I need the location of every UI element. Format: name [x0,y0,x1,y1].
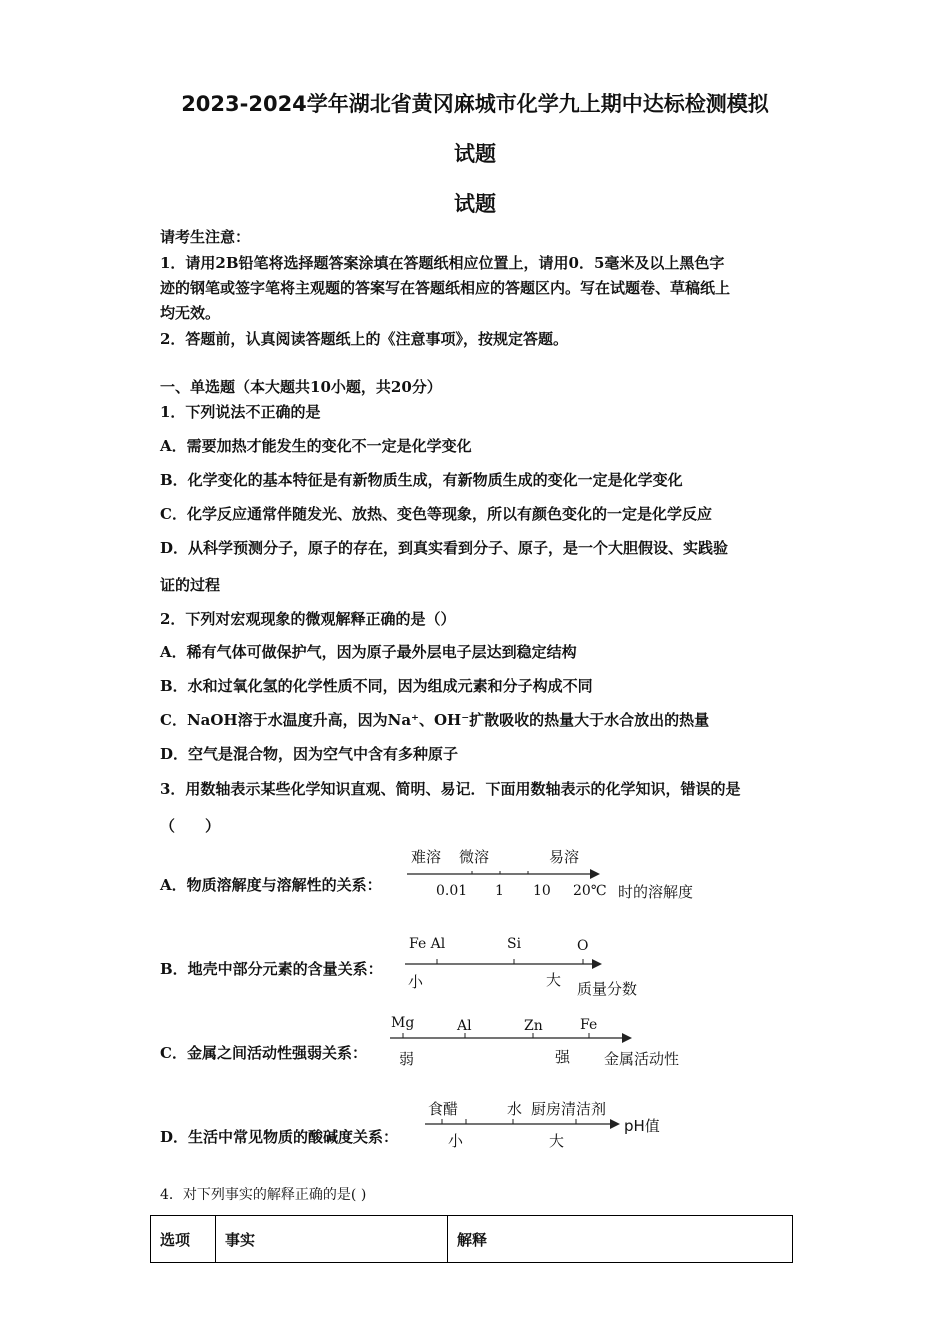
q3-option-a-label: A．物质溶解度与溶解性的关系： [160,876,382,894]
q3-option-b-label: B．地壳中部分元素的含量关系： [160,960,383,978]
q1-option-d-cont: 证的过程 [160,576,221,594]
section-heading: 一、单选题（本大题共10小题，共20分） [160,378,442,396]
q3-c-strong: 强 [555,1048,571,1066]
q3-a-tick: 0.01 [436,883,468,899]
q1-option-c: C．化学反应通常伴随发光、放热、变色等现象，所以有颜色变化的一定是化学反应 [160,505,712,523]
q4-table [150,1215,793,1263]
q1-option-b: B．化学变化的基本特征是有新物质生成，有新物质生成的变化一定是化学变化 [160,471,683,489]
q3-b-big: 大 [546,971,562,989]
q3-b-elements-fe-al: Fe Al [409,936,446,952]
q2-option-b: B．水和过氧化氢的化学性质不同，因为组成元素和分子构成不同 [160,677,593,695]
q3-c-weak: 弱 [399,1050,415,1068]
table-header-explanation: 解释 [448,1216,793,1263]
q3-d-small: 小 [448,1132,464,1150]
q1-option-d: D．从科学预测分子，原子的存在，到真实看到分子、原子，是一个大胆假设、实践验 [160,539,729,557]
notice-line: 均无效。 [160,304,221,322]
q3-b-element-si: Si [507,936,522,952]
q3-b-unit: 质量分数 [577,980,638,998]
q3-d-big: 大 [549,1132,565,1150]
q1-stem: 1．下列说法不正确的是 [160,403,321,421]
table-header-fact: 事实 [216,1216,448,1263]
table-header-option: 选项 [151,1216,216,1263]
q2-option-c: C．NaOH溶于水温度升高，因为Na⁺、OH⁻扩散吸收的热量大于水合放出的热量 [160,711,710,729]
q3-c-unit: 金属活动性 [604,1050,680,1068]
q3-d-water: 水 [507,1100,523,1118]
q3-d-vinegar: 食醋 [428,1100,459,1118]
q3-c-metal-mg: Mg [391,1015,415,1031]
notice-line: 1．请用2B铅笔将选择题答案涂填在答题纸相应位置上，请用0．5毫米及以上黑色字 [160,254,725,272]
q3-a-unit: 时的溶解度 [618,883,694,901]
q2-option-d: D．空气是混合物，因为空气中含有多种原子 [160,745,459,763]
q3-a-label-insoluble: 难溶 [411,848,442,866]
page-subtitle: 试题 [454,192,496,216]
q3-b-small: 小 [408,973,424,991]
q3-a-label-slightly: 微溶 [459,848,490,866]
page-title-line2: 试题 [454,142,496,166]
q3-answer-paren: （ ） [160,817,221,835]
q3-option-d-label: D．生活中常见物质的酸碱度关系： [160,1128,399,1146]
table-header-row [151,1216,793,1263]
q1-option-a: A．需要加热才能发生的变化不一定是化学变化 [160,437,472,455]
q4-stem: 4．对下列事实的解释正确的是( ) [160,1187,367,1203]
notice-heading: 请考生注意： [160,228,251,246]
q3-option-c-label: C．金属之间活动性强弱关系： [160,1044,367,1062]
q3-a-label-soluble: 易溶 [549,848,580,866]
q2-stem: 2．下列对宏观现象的微观解释正确的是（） [160,610,456,628]
q3-a-tick: 1 [495,883,504,899]
q2-option-a: A．稀有气体可做保护气，因为原子最外层电子层达到稳定结构 [160,643,577,661]
notice-line: 2．答题前，认真阅读答题纸上的《注意事项》，按规定答题。 [160,330,568,348]
q3-c-metal-fe: Fe [580,1017,598,1033]
q3-c-metal-al: Al [457,1018,472,1034]
notice-line: 迹的钢笔或签字笔将主观题的答案写在答题纸相应的答题区内。写在试题卷、草稿纸上 [160,279,731,297]
q3-b-element-o: O [577,938,589,954]
q3-a-tick: 10 [533,883,551,899]
q3-stem: 3．用数轴表示某些化学知识直观、简明、易记．下面用数轴表示的化学知识，错误的是 [160,780,741,798]
q3-c-metal-zn: Zn [524,1018,543,1034]
q3-a-tick: 20℃ [573,883,607,899]
page-title: 2023-2024学年湖北省黄冈麻城市化学九上期中达标检测模拟 [181,92,769,116]
q3-d-unit: pH值 [624,1117,660,1135]
q3-d-cleaner: 厨房清洁剂 [531,1100,607,1118]
